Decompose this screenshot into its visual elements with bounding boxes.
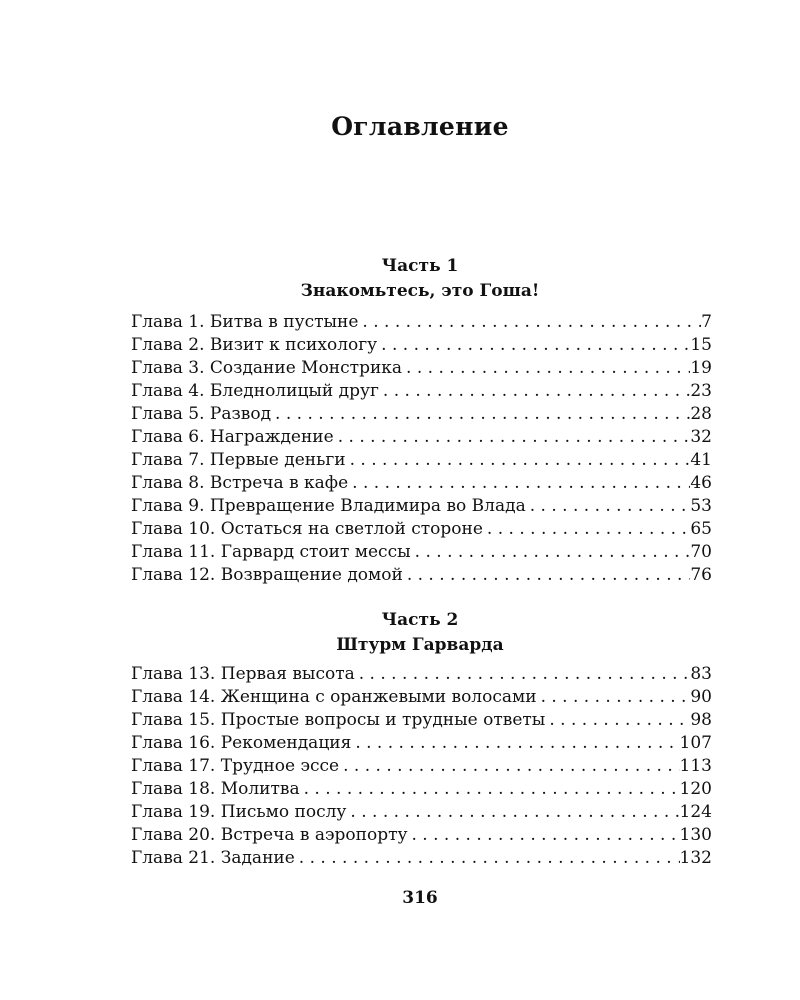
- dot-leader: [346, 801, 679, 824]
- chapter-page: 120: [679, 779, 712, 799]
- chapter-page: 28: [690, 404, 712, 424]
- chapter-page: 83: [690, 664, 712, 684]
- chapter-title: Глава 19. Письмо послу: [131, 802, 347, 822]
- chapter-page: 124: [679, 802, 712, 822]
- part-2-chapter-list: [131, 663, 712, 870]
- dot-leader: [334, 426, 691, 449]
- chapter-page: 19: [690, 358, 712, 378]
- dot-leader: [379, 380, 690, 403]
- toc-entry[interactable]: [131, 541, 712, 564]
- toc-entry[interactable]: [131, 357, 712, 380]
- toc-entry[interactable]: [131, 495, 712, 518]
- chapter-page: 46: [690, 473, 712, 493]
- toc-entry[interactable]: [131, 686, 712, 709]
- toc-entry[interactable]: [131, 380, 712, 403]
- chapter-title: Глава 12. Возвращение домой: [131, 565, 403, 585]
- chapter-title: Глава 16. Рекомендация: [131, 733, 352, 753]
- toc-entry[interactable]: [131, 801, 712, 824]
- toc-entry[interactable]: [131, 472, 712, 495]
- chapter-title: Глава 1. Битва в пустыне: [131, 312, 359, 332]
- toc-entry[interactable]: [131, 518, 712, 541]
- toc-entry[interactable]: [131, 778, 712, 801]
- dot-leader: [358, 311, 701, 334]
- part-2-label: Часть 2: [381, 610, 459, 630]
- chapter-title: Глава 20. Встреча в аэропорту: [131, 825, 408, 845]
- part-2-header: [0, 608, 800, 658]
- chapter-page: 41: [690, 450, 712, 470]
- chapter-title: Глава 17. Трудное эссе: [131, 756, 340, 776]
- chapter-title: Глава 13. Первая высота: [131, 664, 355, 684]
- chapter-title: Глава 3. Создание Монстрика: [131, 358, 403, 378]
- dot-leader: [271, 403, 690, 426]
- dot-leader: [295, 847, 680, 870]
- dot-leader: [355, 663, 691, 686]
- chapter-page: 107: [679, 733, 712, 753]
- toc-entry[interactable]: [131, 755, 712, 778]
- chapter-page: 23: [690, 381, 712, 401]
- chapter-title: Глава 11. Гарвард стоит мессы: [131, 542, 411, 562]
- chapter-page: 15: [690, 335, 712, 355]
- dot-leader: [545, 709, 690, 732]
- chapter-page: 132: [679, 848, 712, 868]
- toc-entry[interactable]: [131, 732, 712, 755]
- chapter-title: Глава 5. Развод: [131, 404, 272, 424]
- dot-leader: [402, 357, 690, 380]
- dot-leader: [407, 824, 679, 847]
- toc-entry[interactable]: [131, 847, 712, 870]
- chapter-page: 32: [690, 427, 712, 447]
- toc-entry[interactable]: [131, 311, 712, 334]
- chapter-page: 7: [701, 312, 712, 332]
- toc-entry[interactable]: [131, 564, 712, 587]
- chapter-page: 90: [690, 687, 712, 707]
- chapter-page: 53: [690, 496, 712, 516]
- dot-leader: [403, 564, 691, 587]
- toc-entry[interactable]: [131, 663, 712, 686]
- toc-entry[interactable]: [131, 709, 712, 732]
- dot-leader: [348, 472, 690, 495]
- chapter-title: Глава 9. Превращение Владимира во Влада: [131, 496, 526, 516]
- part-1-chapter-list: [131, 311, 712, 587]
- part-1-label: Часть 1: [381, 256, 459, 276]
- dot-leader: [300, 778, 680, 801]
- toc-entry[interactable]: [131, 426, 712, 449]
- dot-leader: [483, 518, 690, 541]
- chapter-title: Глава 8. Встреча в кафе: [131, 473, 349, 493]
- chapter-title: Глава 15. Простые вопросы и трудные ответы: [131, 710, 546, 730]
- chapter-title: Глава 21. Задание: [131, 848, 295, 868]
- dot-leader: [351, 732, 679, 755]
- part-1-name: Знакомьтесь, это Гоша!: [300, 281, 540, 301]
- toc-entry[interactable]: [131, 334, 712, 357]
- page-title: Оглавление: [331, 112, 509, 141]
- page-number: 316: [402, 888, 438, 908]
- chapter-page: 113: [679, 756, 712, 776]
- chapter-page: 98: [690, 710, 712, 730]
- chapter-title: Глава 18. Молитва: [131, 779, 300, 799]
- dot-leader: [339, 755, 679, 778]
- chapter-page: 130: [679, 825, 712, 845]
- toc-entry[interactable]: [131, 449, 712, 472]
- part-2-name: Штурм Гарварда: [336, 635, 504, 655]
- chapter-title: Глава 2. Визит к психологу: [131, 335, 378, 355]
- chapter-title: Глава 4. Бледнолицый друг: [131, 381, 379, 401]
- toc-entry[interactable]: [131, 403, 712, 426]
- chapter-page: 70: [690, 542, 712, 562]
- dot-leader: [411, 541, 691, 564]
- dot-leader: [377, 334, 690, 357]
- chapter-page: 76: [690, 565, 712, 585]
- chapter-title: Глава 14. Женщина с оранжевыми волосами: [131, 687, 537, 707]
- part-1-header: [0, 254, 800, 304]
- chapter-page: 65: [690, 519, 712, 539]
- chapter-title: Глава 10. Остаться на светлой стороне: [131, 519, 483, 539]
- chapter-title: Глава 6. Награждение: [131, 427, 334, 447]
- dot-leader: [346, 449, 691, 472]
- toc-entry[interactable]: [131, 824, 712, 847]
- dot-leader: [537, 686, 691, 709]
- chapter-title: Глава 7. Первые деньги: [131, 450, 346, 470]
- dot-leader: [526, 495, 691, 518]
